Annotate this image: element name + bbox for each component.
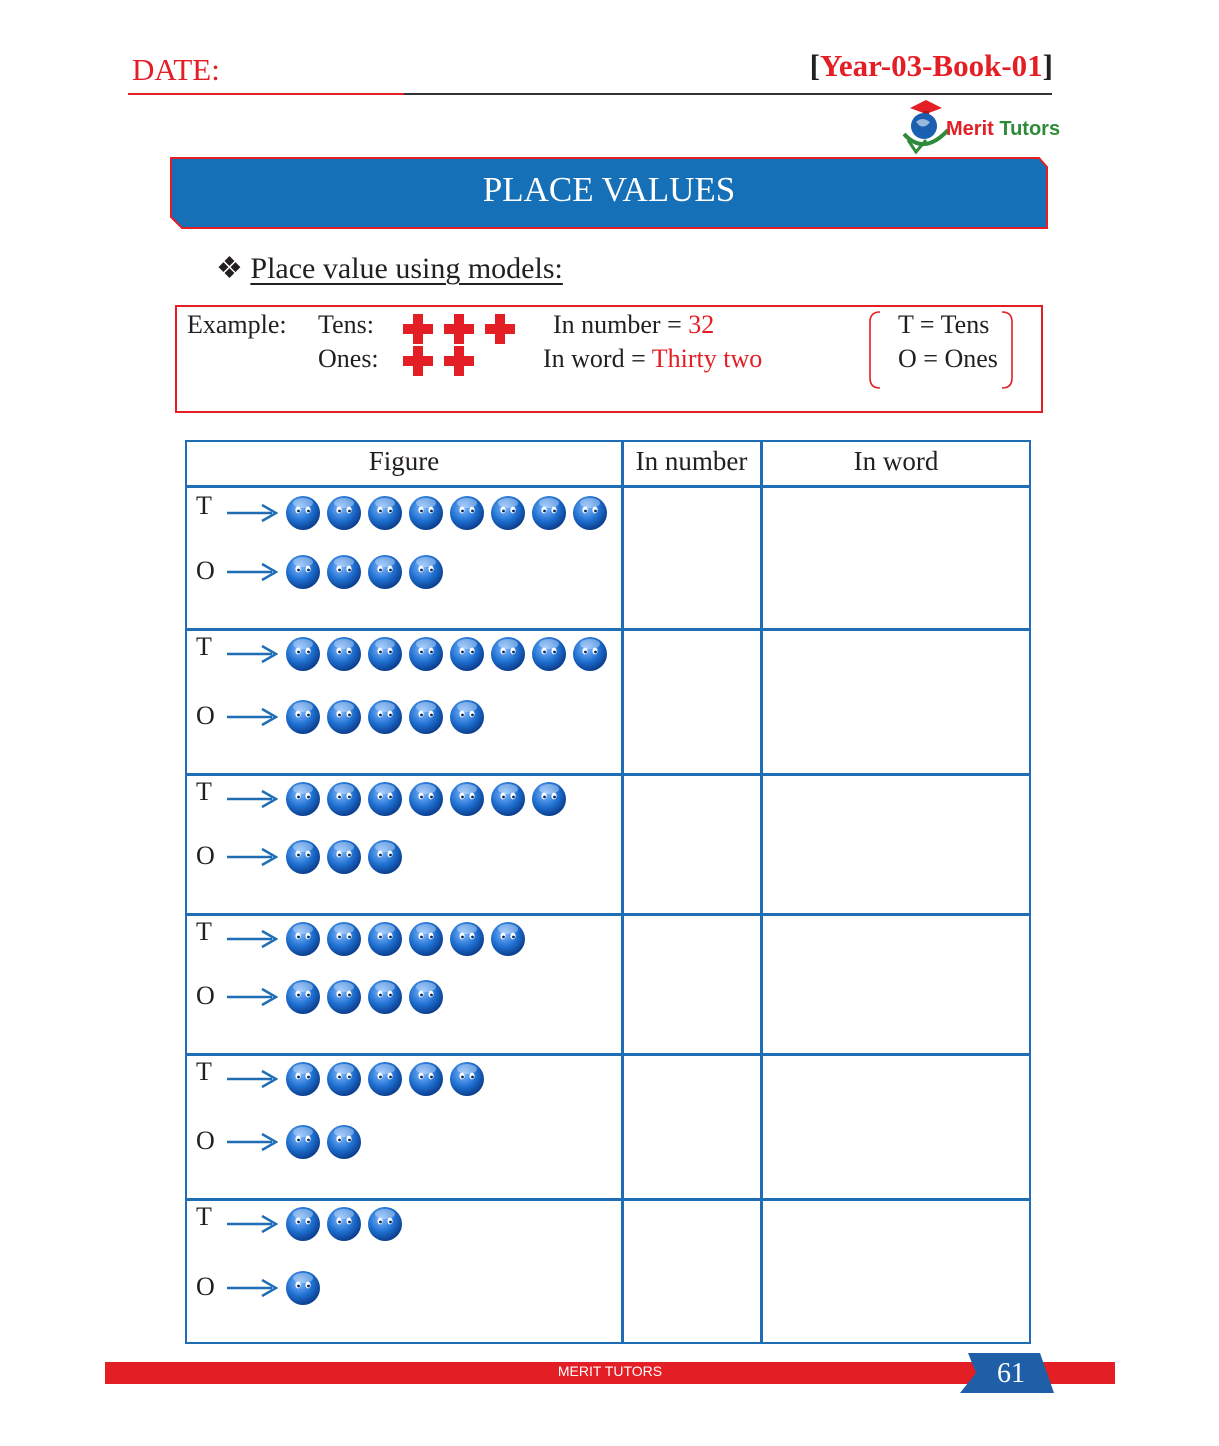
in-word-answer-cell[interactable]: [763, 1200, 1029, 1342]
date-label: DATE:: [132, 52, 220, 87]
tens-label: T: [196, 1057, 212, 1086]
page-number: 61: [997, 1358, 1025, 1389]
red-cross-icon: [444, 314, 474, 344]
blue-ball-icon: [285, 839, 321, 875]
blue-ball-icon: [326, 495, 362, 531]
tens-label: T: [196, 491, 212, 520]
diamond-bullet-icon: ❖: [216, 252, 243, 285]
column-header-in-number: In number: [635, 446, 748, 476]
blue-ball-icon: [367, 781, 403, 817]
blue-ball-icon: [326, 636, 362, 672]
ones-label: O: [196, 981, 215, 1010]
right-arrow-icon: [226, 1132, 278, 1152]
blue-ball-icon: [408, 495, 444, 531]
blue-ball-icon: [367, 921, 403, 957]
key-tens: T = Tens: [898, 310, 990, 339]
in-word-answer-cell[interactable]: [763, 489, 1029, 626]
right-arrow-icon: [226, 789, 278, 809]
header-rule-red: [128, 93, 404, 95]
column-header-figure: Figure: [368, 446, 440, 476]
right-arrow-icon: [226, 929, 278, 949]
blue-ball-icon: [531, 781, 567, 817]
right-arrow-icon: [226, 1069, 278, 1089]
ones-label: O: [196, 1126, 215, 1155]
in-number-answer-cell[interactable]: [624, 1055, 760, 1196]
blue-ball-icon: [367, 495, 403, 531]
blue-ball-icon: [285, 699, 321, 735]
blue-ball-icon: [490, 921, 526, 957]
blue-ball-icon: [326, 839, 362, 875]
tens-label: T: [196, 917, 212, 946]
blue-ball-icon: [408, 781, 444, 817]
blue-ball-icon: [285, 554, 321, 590]
blue-ball-icon: [490, 495, 526, 531]
blue-ball-icon: [408, 636, 444, 672]
blue-ball-icon: [326, 1206, 362, 1242]
red-cross-icon: [403, 314, 433, 344]
blue-ball-icon: [285, 636, 321, 672]
blue-ball-icon: [408, 554, 444, 590]
in-word-answer-cell[interactable]: [763, 775, 1029, 911]
blue-ball-icon: [408, 921, 444, 957]
in-number-answer-cell[interactable]: [624, 489, 760, 626]
blue-ball-icon: [367, 1061, 403, 1097]
logo-word-tutors: Tutors: [999, 118, 1061, 140]
red-cross-icon: [485, 314, 515, 344]
in-number-answer-cell[interactable]: [624, 915, 760, 1051]
tens-label: T: [196, 1202, 212, 1231]
blue-ball-icon: [408, 699, 444, 735]
book-id-open-bracket: [: [809, 48, 820, 83]
blue-ball-icon: [326, 979, 362, 1015]
blue-ball-icon: [572, 636, 608, 672]
in-number-answer-cell[interactable]: [624, 630, 760, 771]
red-cross-icon: [403, 346, 433, 376]
example-tens-label: Tens:: [318, 310, 374, 339]
example-in-number: [553, 310, 714, 340]
right-arrow-icon: [226, 987, 278, 1007]
blue-ball-icon: [367, 1206, 403, 1242]
blue-ball-icon: [449, 699, 485, 735]
blue-ball-icon: [490, 636, 526, 672]
ones-label: O: [196, 841, 215, 870]
blue-ball-icon: [285, 1206, 321, 1242]
example-in-number-label: In number =: [553, 310, 682, 339]
book-id-close-bracket: ]: [1042, 48, 1053, 83]
header-rule: [404, 93, 1052, 95]
blue-ball-icon: [326, 781, 362, 817]
blue-ball-icon: [285, 1270, 321, 1306]
blue-ball-icon: [367, 839, 403, 875]
blue-ball-icon: [285, 1124, 321, 1160]
blue-ball-icon: [408, 979, 444, 1015]
blue-ball-icon: [490, 781, 526, 817]
ones-label: O: [196, 701, 215, 730]
blue-ball-icon: [326, 554, 362, 590]
in-word-answer-cell[interactable]: [763, 630, 1029, 771]
key-ones: O = Ones: [898, 344, 998, 373]
example-in-word-value: Thirty two: [651, 344, 763, 373]
blue-ball-icon: [285, 1061, 321, 1097]
example-in-word-label: In word =: [543, 344, 646, 373]
blue-ball-icon: [367, 636, 403, 672]
book-id: [810, 48, 1053, 84]
blue-ball-icon: [531, 636, 567, 672]
right-arrow-icon: [226, 707, 278, 727]
blue-ball-icon: [449, 1061, 485, 1097]
in-word-answer-cell[interactable]: [763, 915, 1029, 1051]
blue-ball-icon: [408, 1061, 444, 1097]
ones-label: O: [196, 556, 215, 585]
blue-ball-icon: [449, 495, 485, 531]
section-heading: [216, 251, 563, 286]
blue-ball-icon: [285, 495, 321, 531]
example-in-number-value: 32: [688, 310, 715, 339]
blue-ball-icon: [449, 781, 485, 817]
blue-ball-icon: [449, 636, 485, 672]
red-cross-icon: [444, 346, 474, 376]
right-arrow-icon: [226, 644, 278, 664]
blue-ball-icon: [367, 979, 403, 1015]
blue-ball-icon: [285, 781, 321, 817]
blue-ball-icon: [285, 921, 321, 957]
right-arrow-icon: [226, 503, 278, 523]
ones-label: O: [196, 1272, 215, 1301]
logo-text: [946, 118, 1060, 141]
blue-ball-icon: [285, 979, 321, 1015]
tens-label: T: [196, 777, 212, 806]
footer-text: MERIT TUTORS: [557, 1363, 663, 1379]
blue-ball-icon: [367, 699, 403, 735]
example-label: Example:: [187, 310, 287, 339]
blue-ball-icon: [326, 921, 362, 957]
header-row-divider: [185, 485, 1031, 488]
book-id-text: Year-03-Book-01: [819, 48, 1043, 83]
blue-ball-icon: [326, 1061, 362, 1097]
example-in-word: [543, 344, 762, 374]
tens-label: T: [196, 632, 212, 661]
right-arrow-icon: [226, 562, 278, 582]
in-word-answer-cell[interactable]: [763, 1055, 1029, 1196]
blue-ball-icon: [367, 554, 403, 590]
right-arrow-icon: [226, 847, 278, 867]
example-ones-label: Ones:: [318, 344, 379, 373]
blue-ball-icon: [326, 1124, 362, 1160]
logo-word-merit: Merit: [946, 118, 994, 140]
section-heading-text: Place value using models:: [250, 252, 563, 285]
right-arrow-icon: [226, 1214, 278, 1234]
blue-ball-icon: [572, 495, 608, 531]
page-title: PLACE VALUES: [482, 170, 736, 209]
in-number-answer-cell[interactable]: [624, 775, 760, 911]
blue-ball-icon: [449, 921, 485, 957]
right-arrow-icon: [226, 1278, 278, 1298]
in-number-answer-cell[interactable]: [624, 1200, 760, 1342]
blue-ball-icon: [531, 495, 567, 531]
column-header-in-word: In word: [853, 446, 939, 476]
blue-ball-icon: [326, 699, 362, 735]
